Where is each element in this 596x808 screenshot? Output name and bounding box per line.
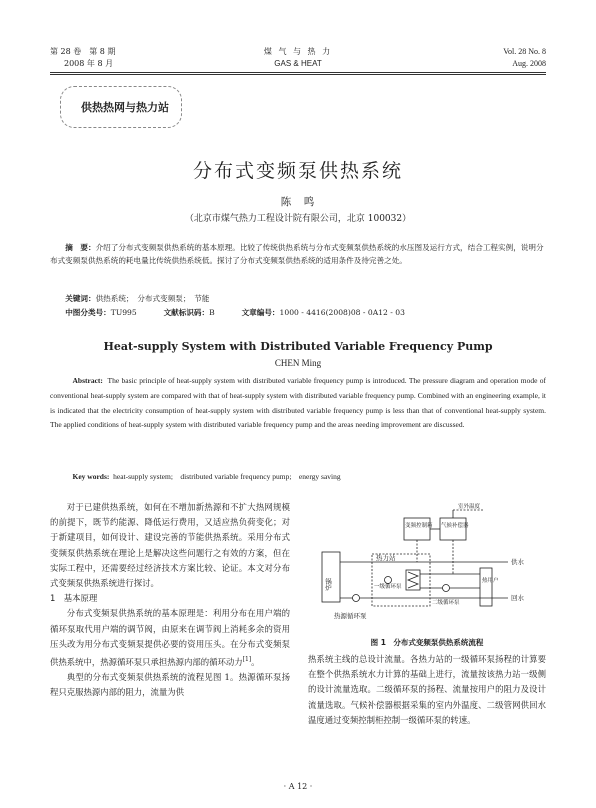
abstract-en-text: The basic principle of heat-supply system with distributed variable frequency pump is introduced. The pressure diagram and operation mode of conventional heat-supply system are compared with that of heat-supply system with distributed variable frequency pump. Combined with an engineering example, it is indicated that the electricity consumption of heat-supply system with distributed variable frequency pump is less than that of conventional heat-supply system. The applied conditions of heat-supply system with distributed variable frequency pump and the areas needing improvement are discussed. <box>50 376 547 430</box>
clc-label: 中图分类号： <box>65 308 111 317</box>
label-user: 热用户 <box>482 578 499 584</box>
label-outdoor-temp: 室外温度 <box>458 504 481 510</box>
section-tag-label: 供热热网与热力站 <box>81 101 169 114</box>
section-heading: 1 基本原理 <box>50 593 98 604</box>
section-tag <box>60 86 182 128</box>
label-climate: 气候补偿器 <box>441 523 469 529</box>
paper-title-cn: 分布式变频泵供热系统 <box>192 160 403 182</box>
flow-paragraph: 典型的分布式变频泵供热系统的流程见图 1。热源循环泵扬程只克服热源内部的阻力，流量为供 <box>50 672 290 698</box>
principle-end: 。 <box>251 656 260 667</box>
header-rule <box>50 72 546 73</box>
climate-box <box>440 518 466 540</box>
figure-1 <box>308 500 546 628</box>
figure-caption: 图 1 分布式变频泵供热系统流程 <box>370 638 484 647</box>
label-primary-pump: 一级循环泵 <box>374 584 402 590</box>
keywords-cn-label: 关键词： <box>65 294 96 303</box>
article-no-label: 文章编号： <box>241 308 280 317</box>
author-en: CHEN Ming <box>274 358 322 368</box>
label-secondary-pump: 二级循环泵 <box>432 600 460 606</box>
abstract-cn <box>50 241 546 267</box>
primary-pump-icon <box>385 577 392 584</box>
journal-vol-en: Vol. 28 No. 8 <box>503 47 546 56</box>
affiliation-cn: （北京市煤气热力工程设计院有限公司，北京 100032） <box>184 214 412 224</box>
header-rule-2 <box>50 74 546 75</box>
principle-paragraph <box>50 606 290 670</box>
paper-title-en: Heat-supply System with Distributed Variable Frequency Pump <box>103 340 493 353</box>
keywords-cn <box>50 292 546 305</box>
keywords-cn-text: 供热系统； 分布式变频泵； 节能 <box>95 294 210 303</box>
label-station: 热力站 <box>376 554 396 562</box>
doc-code-value: B <box>209 308 215 317</box>
label-return: 回水 <box>511 594 524 602</box>
intro-paragraph: 对于已建供热系统，如何在不增加新热源和不扩大热网规模的前提下，既节约能源、降低运行费用，又适应热负荷变化；对于新建项目，如何设计、建设完善的节能供热系统。采用分布式变频泵供热系统在理论上是解决这些问题行之有效的方案，但在实际工程中，还需要经过经济技术方案比较、论证。本文对分布式变频泵供热系统进行探讨。 <box>50 502 290 589</box>
doc-code-label: 文献标识码： <box>163 308 210 317</box>
label-supply: 供水 <box>511 558 524 566</box>
journal-date-en: Aug. 2008 <box>512 59 546 68</box>
vfd-box <box>404 518 430 540</box>
keywords-en <box>50 470 546 485</box>
clc-value: TU995 <box>110 308 137 317</box>
source-pump-icon <box>353 595 360 602</box>
abstract-en-label: Abstract: <box>72 376 103 385</box>
secondary-pump-icon <box>443 585 450 592</box>
principle-text: 分布式变频泵供热系统的基本原理是：利用分布在用户端的循环泵取代用户端的调节阀，由原来在调节阀上消耗多余的资用压头改为用分布式变频泵提供必要的资用压头。在分布式变频泵供热系统中，热源循环泵只承担热源内部的循环动力 <box>50 608 290 667</box>
boiler-box <box>322 552 340 602</box>
journal-name-en: GAS & HEAT <box>274 59 322 68</box>
abstract-cn-label: 摘 要： <box>65 243 96 252</box>
author-cn: 陈 鸣 <box>280 196 316 208</box>
label-source-pump: 热源循环泵 <box>334 612 367 620</box>
body-right-column <box>308 652 546 728</box>
journal-volume: 第 28 卷 第 8 期 <box>50 47 116 56</box>
page-number: · A 12 · <box>283 782 313 791</box>
abstract-cn-text: 介绍了分布式变频泵供热系统的基本原理。比较了传统供热系统与分布式变频泵供热系统的水压图及运行方式，结合工程实例，说明分布式变频泵供热系统的耗电量比传统供热系统低。探讨了分布式变频泵供热系统的适用条件及待完善之处。 <box>50 243 544 265</box>
journal-date: 2008 年 8 月 <box>64 59 114 68</box>
keywords-en-text: heat-supply system; distributed variable frequency pump; energy saving <box>113 472 341 481</box>
body-left-column <box>50 500 290 700</box>
abstract-en <box>50 374 546 433</box>
journal-name-cn: 煤 气 与 热 力 <box>263 47 333 56</box>
article-no-value: 1000 - 4416(2008)08 - 0A12 - 03 <box>279 308 405 317</box>
keywords-en-label: Key words: <box>72 472 110 481</box>
classification-line <box>50 306 546 319</box>
right-paragraph: 热系统主线的总设计流量。各热力站的一级循环泵扬程的计算要在整个供热系统水力计算的基础上进行，流量按该热力站一级侧的设计流量选取。二级循环泵的扬程、流量按用户的阻力及设计流量选取。气候补偿器根据采集的室内外温度、二级管网供回水温度通过变频控制柜控制一级循环泵的转速。 <box>308 654 546 725</box>
label-vfd: 变频控制箱 <box>405 523 433 529</box>
user-box <box>480 568 492 606</box>
citation-ref: [1] <box>242 656 252 664</box>
label-boiler: 锅炉 <box>324 578 332 591</box>
